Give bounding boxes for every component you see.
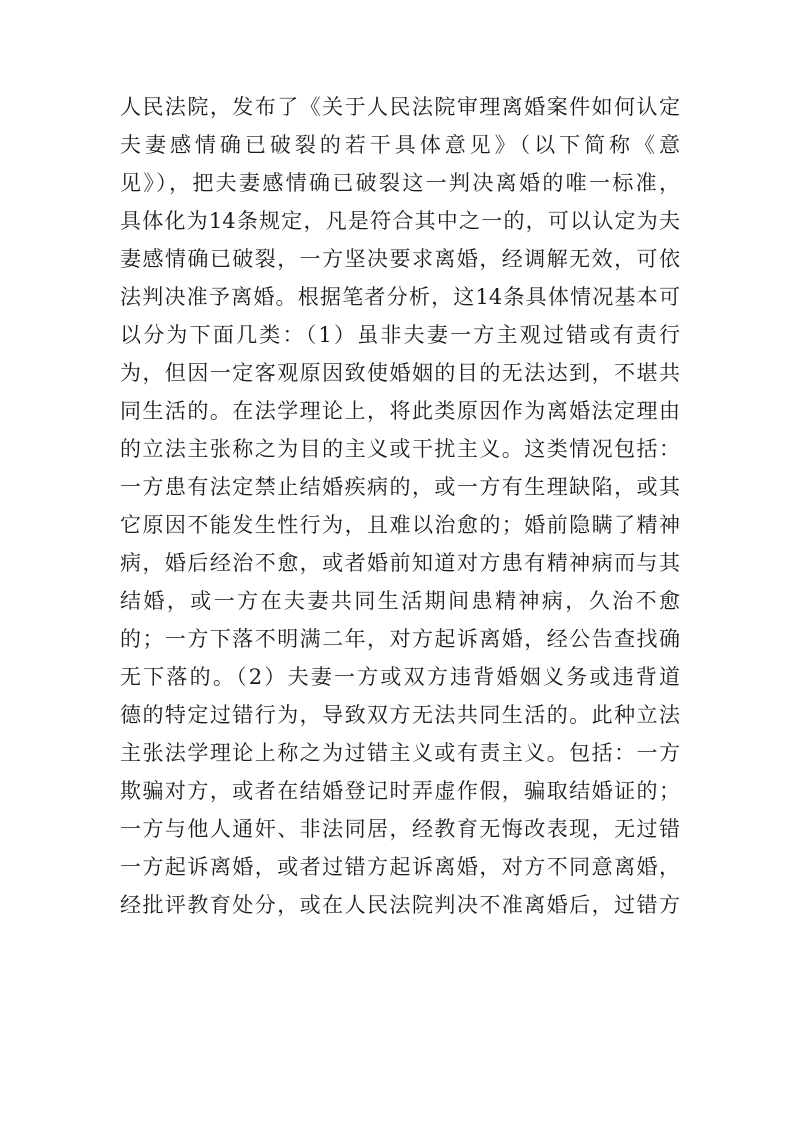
text-line: 一方患有法定禁止结婚疾病的，或一方有生理缺陷，或其 [120,475,680,499]
text-line: 无下落的。（2）夫妻一方或双方违背婚姻义务或违背道 [120,665,680,689]
text-line: 病，婚后经治不愈，或者婚前知道对方患有精神病而与其 [120,551,680,575]
text-line: 人民法院，发布了《关于人民法院审理离婚案件如何认定 [120,95,680,119]
text-line: 一方起诉离婚，或者过错方起诉离婚，对方不同意离婚， [120,855,680,879]
text-line: 以分为下面几类：（1）虽非夫妻一方主观过错或有责行 [120,323,680,347]
text-line: 同生活的。在法学理论上，将此类原因作为离婚法定理由 [120,399,680,423]
text-line: 的立法主张称之为目的主义或干扰主义。这类情况包括： [120,437,680,461]
text-line: 为，但因一定客观原因致使婚姻的目的无法达到，不堪共 [120,361,680,385]
text-line: 具体化为14条规定，凡是符合其中之一的，可以认定为夫 [120,209,680,233]
text-line: 的；一方下落不明满二年，对方起诉离婚，经公告查找确 [120,627,680,651]
text-line: 夫妻感情确已破裂的若干具体意见》（以下简称《意 [120,133,680,157]
body-paragraph [120,88,680,924]
text-line: 经批评教育处分，或在人民法院判决不准离婚后，过错方 [120,893,680,917]
text-line: 它原因不能发生性行为，且难以治愈的；婚前隐瞒了精神 [120,513,680,537]
text-line: 一方与他人通奸、非法同居，经教育无悔改表现，无过错 [120,817,680,841]
text-line: 见》），把夫妻感情确已破裂这一判决离婚的唯一标准， [120,171,680,195]
text-line: 妻感情确已破裂，一方坚决要求离婚，经调解无效，可依 [120,247,680,271]
text-line: 法判决准予离婚。根据笔者分析，这14条具体情况基本可 [120,285,680,309]
text-line: 结婚，或一方在夫妻共同生活期间患精神病，久治不愈 [120,589,680,613]
text-line: 欺骗对方，或者在结婚登记时弄虚作假，骗取结婚证的； [120,779,680,803]
text-line: 主张法学理论上称之为过错主义或有责主义。包括：一方 [120,741,680,765]
text-line: 德的特定过错行为，导致双方无法共同生活的。此种立法 [120,703,680,727]
